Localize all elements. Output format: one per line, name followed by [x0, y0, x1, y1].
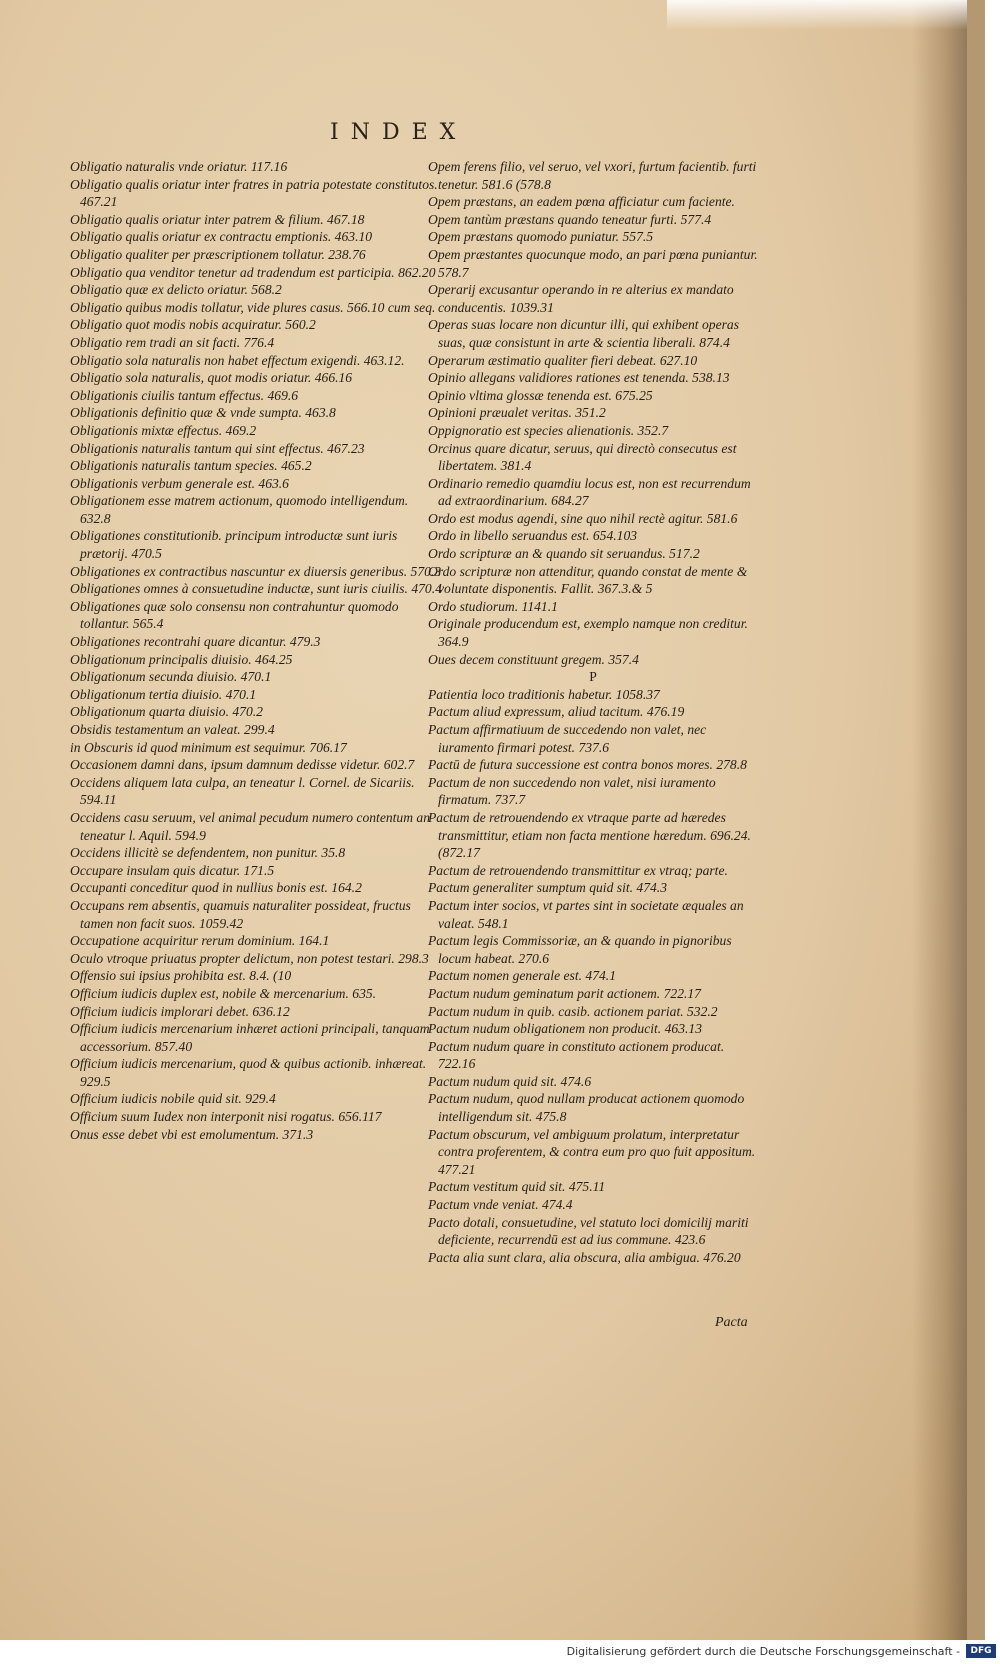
dfg-logo: DFG: [966, 1644, 996, 1658]
index-entry: Obligatio rem tradi an sit facti. 776.4: [70, 334, 275, 350]
index-entry: Pactum de non succedendo non valet, nisi iuramento firmatum. 737.7: [428, 774, 716, 808]
index-entry: Originale producendum est, exemplo namque non creditur. 364.9: [428, 616, 748, 650]
digitization-footer: [0, 1640, 1000, 1664]
index-entry: Obligationes ex contractibus nascuntur ex diuersis generibus. 570.3: [70, 563, 442, 579]
index-entry: Obligationem esse matrem actionum, quomodo intelligendum. 632.8: [70, 493, 409, 526]
index-entry: Obligationes constitutionib. principum introductæ sunt iuris prætorij. 470.5: [70, 528, 398, 562]
index-entry: Obligatio qualis oriatur inter patrem & filium. 467.18: [70, 211, 365, 227]
index-entry: Obligationes quæ solo consensu non contrahuntur quomodo tollantur. 565.4: [70, 598, 399, 632]
index-entry: Occidens illicitè se defendentem, non punitur. 35.8: [70, 845, 346, 861]
index-entry: Obligatio sola naturalis, quot modis oriatur. 466.16: [70, 370, 353, 386]
index-entry: Obligatio qualiter per præscriptionem tollatur. 238.76: [70, 246, 366, 262]
index-entry: Ordo est modus agendi, sine quo nihil rectè agitur. 581.6: [428, 510, 738, 526]
index-entry: Officium iudicis implorari debet. 636.12: [70, 1003, 290, 1019]
index-entry: Occidens aliquem lata culpa, an teneatur l. Cornel. de Sicariis. 594.11: [70, 774, 415, 808]
index-entry: Obligationum principalis diuisio. 464.25: [70, 651, 293, 667]
index-entry: Obsidis testamentum an valeat. 299.4: [70, 722, 275, 737]
index-entry: Pactum nudum in quib. casib. actionem pariat. 532.2: [428, 1003, 718, 1019]
index-entry: in Obscuris id quod minimum est sequimur. 706.17: [70, 739, 347, 755]
index-entry: Pactum nudum obligationem non producit. 463.13: [428, 1021, 702, 1037]
index-entry: Opem tantùm præstans quando teneatur furti. 577.4: [428, 211, 712, 227]
index-entry: Pactum obscurum, vel ambiguum prolatum, interpretatur contra proferentem, & contra eum pro quo fuit appositum. 477.21: [428, 1126, 756, 1177]
index-entry: Pactum aliud expressum, aliud tacitum. 476.19: [428, 704, 685, 720]
index-entry: Obligationis verbum generale est. 463.6: [70, 475, 289, 491]
index-entry: Pacto dotali, consuetudine, vel statuto loci domicilij mariti deficiente, recurrendū est ad ius commune. 423.6: [428, 1214, 749, 1248]
section-letter: P: [589, 669, 597, 685]
index-entry: Obligationes omnes à consuetudine inductæ, sunt iuris ciuilis. 470.4: [70, 581, 442, 597]
index-entry: Obligatio qualis oriatur inter fratres in patria potestate constitutos. 467.21: [70, 176, 438, 210]
index-entry: Pactum nudum quare in constituto actionem producat. 722.16: [428, 1038, 725, 1072]
index-entry: Pactum de retrouendendo transmittitur ex vtraq; parte.: [428, 862, 728, 878]
index-entry: Occupare insulam quis dicatur. 171.5: [70, 862, 275, 878]
index-entry: Ordinario remedio quamdiu locus est, non est recurrendum ad extraordinarium. 684.27: [428, 475, 751, 509]
index-entry: Occupans rem absentis, quamuis naturaliter possideat, fructus tamen non facit suos. 1059.42: [70, 897, 411, 931]
index-entry: Officium suum Iudex non interponit nisi rogatus. 656.117: [70, 1109, 382, 1125]
index-entry: Oculo vtroque priuatus propter delictum, non potest testari. 298.3: [70, 950, 429, 966]
index-entry: Pactum generaliter sumptum quid sit. 474.3: [428, 880, 668, 896]
index-entry: Officium iudicis duplex est, nobile & mercenarium. 635.: [70, 985, 377, 1001]
index-entry: Obligationum quarta diuisio. 470.2: [70, 704, 263, 720]
index-entry: Pactum nudum quid sit. 474.6: [428, 1073, 592, 1089]
index-entry: Obligatio quæ ex delicto oriatur. 568.2: [70, 282, 282, 298]
index-entry: Pactum nudum geminatum parit actionem. 722.17: [428, 985, 701, 1001]
index-entry: Obligationum secunda diuisio. 470.1: [70, 669, 272, 685]
index-entry: Obligationis mixtæ effectus. 469.2: [70, 422, 257, 438]
index-entry: Obligatio quot modis nobis acquiratur. 560.2: [70, 317, 316, 333]
index-entry: Obligatio quibus modis tollatur, vide plures casus. 566.10 cum seq.: [70, 299, 436, 315]
index-entry: Obligationis naturalis tantum species. 465.2: [70, 458, 312, 474]
index-entry: Pactum inter socios, vt partes sint in societate æquales an valeat. 548.1: [428, 897, 744, 931]
page-edge-shadow: [912, 0, 967, 1640]
index-entry: Ordo scripturæ an & quando sit seruandus. 517.2: [428, 546, 700, 562]
index-column-left: [70, 158, 442, 1143]
funding-credit: Digitalisierung gefördert durch die Deutsche Forschungsgemeinschaft -: [566, 1645, 960, 1658]
torn-corner: [667, 0, 967, 30]
index-entry: Ordo studiorum. 1141.1: [428, 598, 558, 614]
index-entry: Obligationis naturalis tantum qui sint effectus. 467.23: [70, 440, 365, 456]
index-entry: Pactum vestitum quid sit. 475.11: [428, 1179, 606, 1195]
index-entry: Opinioni præualet veritas. 351.2: [428, 405, 606, 421]
index-column-right: [428, 158, 758, 1266]
index-entry: Opem præstantes quocunque modo, an pari pœna puniantur. 578.7: [428, 246, 758, 280]
index-entry: Opinio allegans validiores rationes est tenenda. 538.13: [428, 370, 730, 386]
index-entry: Opem præstans quomodo puniatur. 557.5: [428, 229, 654, 245]
index-entry: Pactū de futura successione est contra bonos mores. 278.8: [428, 757, 747, 773]
index-entry: Pacta alia sunt clara, alia obscura, alia ambigua. 476.20: [428, 1249, 741, 1265]
index-entry: Pactum nomen generale est. 474.1: [428, 968, 617, 984]
index-entry: Pactum legis Commissoriæ, an & quando in pignoribus locum habeat. 270.6: [428, 933, 732, 966]
index-entry: Operarum æstimatio qualiter fieri debeat. 627.10: [428, 352, 698, 368]
index-entry: Oues decem constituunt gregem. 357.4: [428, 651, 639, 667]
index-entry: Oppignoratio est species alienationis. 352.7: [428, 422, 669, 438]
index-entry: Opem præstans, an eadem pœna afficiatur cum faciente.: [428, 194, 735, 210]
index-entry: Officium iudicis mercenarium, quod & quibus actionib. inhæreat. 929.5: [70, 1056, 427, 1089]
index-entry: Patientia loco traditionis habetur. 1058.37: [428, 686, 660, 702]
index-entry: Operas suas locare non dicuntur illi, qui exhibent operas suas, quæ consistunt in arte & scientia liberali. 874.4: [428, 317, 739, 350]
index-entry: Obligatio naturalis vnde oriatur. 117.16: [70, 159, 288, 174]
index-entry: Ordo in libello seruandus est. 654.103: [428, 528, 638, 544]
index-entry: Ordo scripturæ non attenditur, quando constat de mente & voluntate disponentis. Fallit. 367.3.& 5: [428, 563, 748, 597]
index-entry: Obligationis definitio quæ & vnde sumpta. 463.8: [70, 405, 336, 421]
index-entry: Obligationes recontrahi quare dicantur. 479.3: [70, 634, 321, 650]
catchword: Pacta: [715, 1315, 748, 1330]
index-entry: Pactum nudum, quod nullam producat actionem quomodo intelligendum sit. 475.8: [428, 1091, 745, 1125]
index-entry: Occupatione acquiritur rerum dominium. 164.1: [70, 933, 330, 949]
index-entry: Occidens casu seruum, vel animal pecudum numero contentum an teneatur l. Aquil. 594.9: [70, 809, 431, 843]
index-entry: Opem ferens filio, vel seruo, vel vxori, furtum facientib. furti tenetur. 581.6 (578.8: [428, 159, 757, 192]
index-entry: Pactum de retrouendendo ex vtraque parte ad hæredes transmittitur, etiam non facta mentione hæredum. 696.24. (872.17: [428, 809, 751, 861]
index-entry: Officium iudicis nobile quid sit. 929.4: [70, 1091, 276, 1107]
index-entry: Officium iudicis mercenarium inhæret actioni principali, tanquam accessorium. 857.40: [70, 1021, 430, 1054]
index-entry: Orcinus quare dicatur, seruus, qui directò consecutus est libertatem. 381.4: [428, 440, 737, 474]
page-title: INDEX: [330, 120, 468, 145]
index-entry: Operarij excusantur operando in re alterius ex mandato conducentis. 1039.31: [428, 282, 734, 315]
index-entry: Offensio sui ipsius prohibita est. 8.4. (10: [70, 968, 292, 984]
index-entry: Occupanti conceditur quod in nullius bonis est. 164.2: [70, 880, 362, 896]
index-entry: Occasionem damni dans, ipsum damnum dedisse videtur. 602.7: [70, 757, 415, 773]
index-entry: Obligatio qualis oriatur ex contractu emptionis. 463.10: [70, 229, 373, 245]
index-entry: Obligatio qua venditor tenetur ad tradendum est participia. 862.20: [70, 264, 436, 280]
index-entry: Obligationis ciuilis tantum effectus. 469.6: [70, 387, 299, 403]
index-entry: Obligatio sola naturalis non habet effectum exigendi. 463.12.: [70, 352, 405, 368]
index-entry: Pactum affirmatiuum de succedendo non valet, nec iuramento firmari potest. 737.6: [428, 722, 707, 755]
index-entry: Pactum vnde veniat. 474.4: [428, 1197, 573, 1213]
index-entry: Obligationum tertia diuisio. 470.1: [70, 686, 257, 702]
index-entry: Opinio vltima glossæ tenenda est. 675.25: [428, 387, 653, 403]
index-entry: Onus esse debet vbi est emolumentum. 371.3: [70, 1126, 314, 1142]
